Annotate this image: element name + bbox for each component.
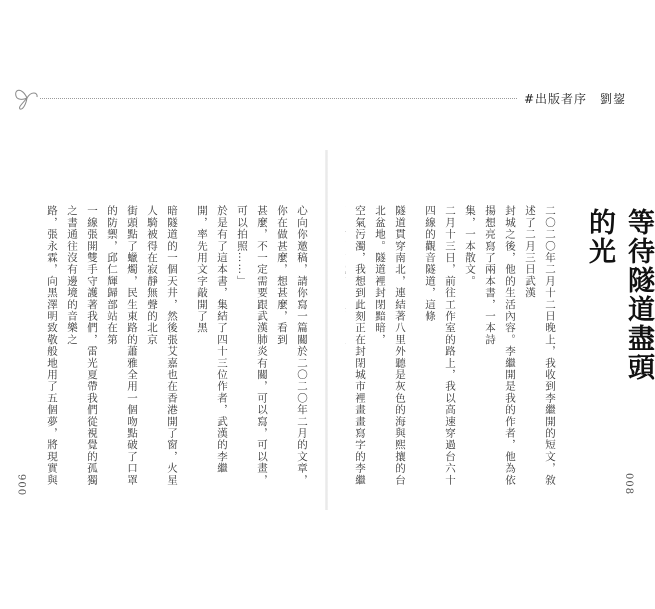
paragraph: 空氣污濁，我想到此刻正在封閉城市裡畫畫寫字的李繼	[354, 205, 366, 486]
chapter-title: 等待隧道盡頭的光	[584, 208, 654, 382]
paragraph: 一線張開雙手守護著我們，雷光夏帶我們從視覺的孤獨之書通往沒有邊境的音樂之	[66, 205, 98, 486]
paragraph: 二月十三日，前往工作室的路上，我以高速穿過台六十四線的觀音隧道，這條	[424, 205, 456, 486]
paragraph: 街頭點了蠟燭，民生東路的蕭雅全用一個吻點破了口罩的防禦，邱仁輝歸部站在第	[106, 205, 138, 486]
running-head: #出版者序 劉鋆	[524, 92, 627, 106]
left-page-body	[40, 205, 312, 495]
paragraph: 暗隧道的一個天井，然後張艾嘉也在香港開了窗，火星人騎被得在寂靜無聲的北京	[146, 205, 178, 486]
page-gutter	[325, 150, 328, 510]
paragraph: 二〇二〇年二月十二日晚上，我收到李繼開的短文，敘述了二月三日武漢	[524, 205, 556, 486]
paragraph: 集，一本散文。	[464, 205, 476, 287]
paragraph: 於是有了這本書，集結了四十三位作者，武漢的李繼開，率先用文字敲開了黑	[196, 205, 228, 475]
paragraph: 甚麼，不一定需要跟武漢肺炎有關，可以寫，可以畫，可以拍照……」	[236, 205, 268, 486]
butterfly-icon	[12, 85, 42, 111]
page-number-right: 008	[623, 473, 634, 496]
paragraph: 路，張永霖，向黑澤明致敬般地用了五個夢，將現實與	[46, 205, 58, 486]
paragraph: 隧道貫穿南北，連結著八里外聽是灰色的海與熙攘的台北盆地。隧道裡封閉黯暗，	[374, 205, 406, 486]
paragraph: 封城之後，他的生活內容。李繼開是我的作者，他為依揚想亮寫了兩本書，一本詩	[484, 205, 516, 486]
page-number-left: 006	[18, 473, 29, 496]
right-page-body	[345, 205, 560, 495]
header-dotted-rule	[40, 98, 517, 99]
paragraph: 心向你邀稿，請你寫一篇關於二〇二〇年二月的文章，你在做甚麼，想甚麼，看到	[276, 205, 308, 486]
